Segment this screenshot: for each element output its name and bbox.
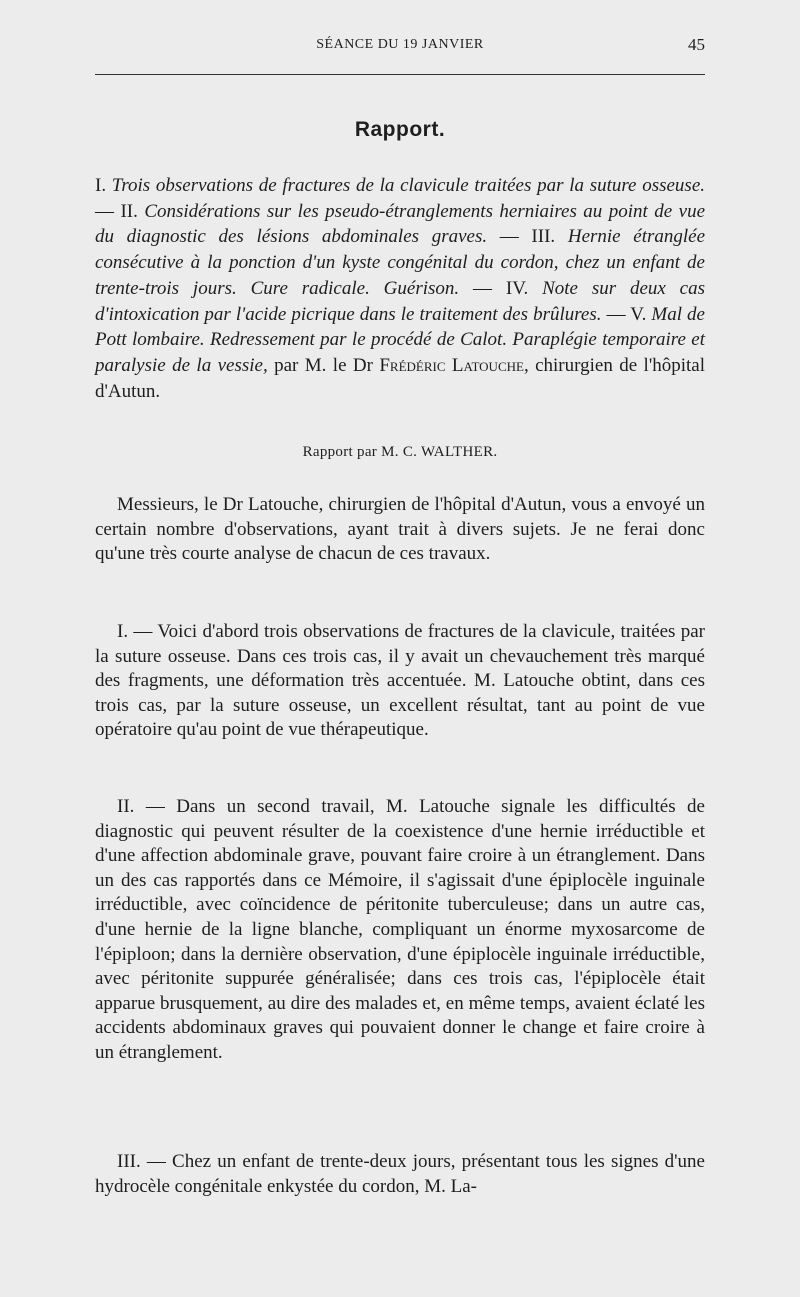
title-4: Note sur deux cas d'intoxication par l'acide picrique dans le traitement des brûlures. <box>95 277 706 325</box>
body-paragraph: I. — Voici d'abord trois observations de fractures de la clavicule, traitées par la suture osseuse. Dans ces trois cas, il y avait un chevauchement très marqué des fragments, une déformation très accentuée. M. Latouche obtint, dans ces trois cas, par la suture osseuse, un excellent résultat, tant au point de vue opératoire qu'au point de vue thérapeutique. <box>95 621 705 741</box>
title-number-2: — II. <box>95 200 145 222</box>
running-title: SÉANCE DU 19 JANVIER <box>316 37 484 52</box>
title-5: Mal de Pott lombaire. Redressement par le procédé de Calot. Paraplégie temporaire et paralysie de la vessie, <box>95 303 705 376</box>
title-number-3: — III. <box>487 226 568 248</box>
page-number: 45 <box>688 35 705 54</box>
body-paragraph: Messieurs, le Dr Latouche, chirurgien de l'hôpital d'Autun, vous a envoyé un certain nombre d'observations, ayant trait à divers sujets. Je ne ferai donc qu'une très courte analyse de chacun de ces travaux. <box>95 494 705 565</box>
author-name: Frédéric Latouche <box>379 354 524 376</box>
report-byline: Rapport par M. C. WALTHER. <box>302 444 498 460</box>
header-rule <box>95 74 705 75</box>
author-prefix: par M. le Dr <box>267 354 380 376</box>
running-head <box>95 35 705 57</box>
body-paragraph: III. — Chez un enfant de trente-deux jours, présentant tous les signes d'une hydrocèle congénitale enkystée du cordon, M. La- <box>95 1151 705 1197</box>
section-heading: Rapport. <box>354 118 446 141</box>
report-titles <box>95 173 705 404</box>
title-2: Considérations sur les pseudo-étranglements herniaires au point de vue du diagnostic des lésions abdominales graves. <box>95 200 706 248</box>
title-number-1: I. <box>95 175 112 196</box>
title-number-4: — IV. <box>459 277 543 299</box>
author-suffix: , chirurgien de l'hôpital d'Autun. <box>95 354 706 402</box>
title-number-5: — V. <box>601 303 652 325</box>
body-paragraph: II. — Dans un second travail, M. Latouche signale les difficultés de diagnostic qui peuvent résulter de la coexistence d'une hernie irréductible et d'une affection abdominale grave, pouvant faire croire à un étranglement. Dans un des cas rapportés dans ce Mémoire, il s'agissait d'une épiplocèle inguinale irréductible, avec coïncidence de péritonite tuberculeuse; dans un autre cas, d'une hernie de la ligne blanche, compliquant un énorme myxosarcome de l'épiploon; dans la dernière observation, d'une épiplocèle inguinale irréductible, avec péritonite suppurée généralisée; dans ces trois cas, l'épiplocèle était apparue brusquement, au dire des malades et, en même temps, avaient éclaté les accidents abdominaux graves qui pouvaient donner le change et faire croire à un étranglement. <box>95 796 705 1063</box>
title-1: Trois observations de fractures de la clavicule traitées par la suture osseuse. <box>111 175 706 196</box>
title-3: Hernie étranglée consécutive à la ponction d'un kyste congénital du cordon, chez un enfant de trente-trois jours. Cure radicale. Guérison. <box>95 226 706 299</box>
